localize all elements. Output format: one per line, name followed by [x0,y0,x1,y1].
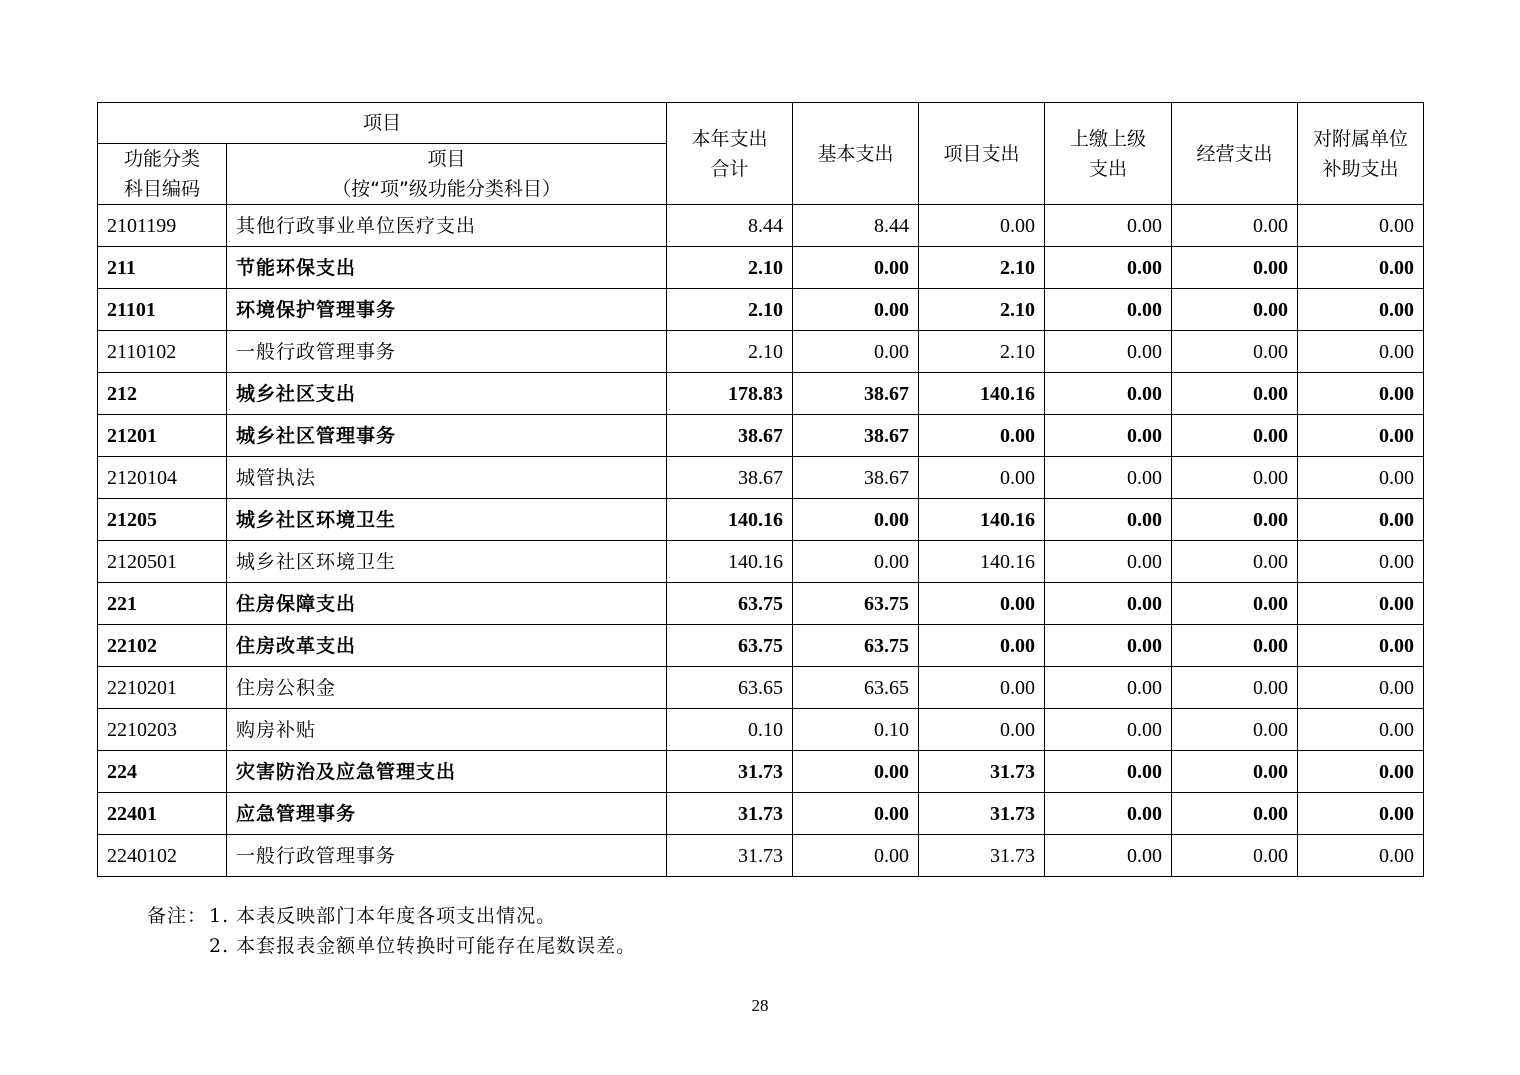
row-value: 0.00 [1298,625,1424,667]
row-value: 0.00 [1045,331,1172,373]
header-name-line2: （按“项”级功能分类科目） [332,178,561,200]
row-value: 0.00 [1298,457,1424,499]
row-value: 31.73 [919,751,1045,793]
row-name: 城乡社区环境卫生 [227,499,667,541]
header-subsidiary [1298,103,1424,205]
header-operating-line1: 经营支出 [1196,142,1273,165]
table-row [98,835,1424,877]
row-value: 31.73 [667,751,793,793]
header-group-label: 项目 [98,103,667,144]
header-name [227,144,667,205]
note-item-1: 1. 本表反映部门本年度各项支出情况。 [209,905,557,927]
row-value: 0.00 [919,583,1045,625]
row-value: 0.00 [1045,499,1172,541]
table-row [98,751,1424,793]
row-value: 31.73 [919,835,1045,877]
header-code-line2: 科目编码 [123,178,200,200]
row-value: 0.00 [1045,457,1172,499]
table-row [98,625,1424,667]
table-row [98,331,1424,373]
row-name: 城乡社区环境卫生 [227,541,667,583]
row-name: 城乡社区支出 [227,373,667,415]
row-value: 0.00 [1045,793,1172,835]
row-code: 2101199 [98,205,227,247]
row-value: 140.16 [919,499,1045,541]
row-code: 22401 [98,793,227,835]
header-total-line2: 合计 [710,157,749,180]
row-value: 38.67 [793,457,919,499]
row-code: 212 [98,373,227,415]
row-value: 0.00 [1172,751,1298,793]
notes-lead-spacer [147,931,209,961]
row-value: 0.00 [793,289,919,331]
row-code: 2210203 [98,709,227,751]
row-name: 购房补贴 [227,709,667,751]
row-value: 0.00 [1172,457,1298,499]
row-value: 63.65 [793,667,919,709]
row-name: 城乡社区管理事务 [227,415,667,457]
row-name: 应急管理事务 [227,793,667,835]
table-row [98,289,1424,331]
row-value: 63.75 [667,583,793,625]
row-value: 0.00 [1298,415,1424,457]
row-name: 住房改革支出 [227,625,667,667]
row-value: 140.16 [667,541,793,583]
row-value: 0.00 [919,205,1045,247]
row-name: 城管执法 [227,457,667,499]
row-value: 63.75 [793,583,919,625]
table-row [98,457,1424,499]
row-value: 31.73 [667,835,793,877]
row-value: 0.00 [1172,625,1298,667]
row-value: 8.44 [667,205,793,247]
row-code: 21201 [98,415,227,457]
row-value: 38.67 [793,415,919,457]
row-code: 2240102 [98,835,227,877]
header-total-line1: 本年支出 [691,127,768,150]
row-value: 0.00 [1298,667,1424,709]
table-row [98,667,1424,709]
header-code-line1: 功能分类 [123,148,200,170]
row-value: 0.00 [919,709,1045,751]
header-basic [793,103,919,205]
header-superior-line2: 支出 [1089,157,1128,180]
row-value: 0.00 [1045,373,1172,415]
header-basic-line1: 基本支出 [817,142,894,165]
row-value: 0.00 [793,793,919,835]
row-value: 63.75 [793,625,919,667]
row-name: 一般行政管理事务 [227,331,667,373]
note-line-1 [147,901,636,931]
row-value: 0.00 [1045,205,1172,247]
note-line-2 [147,931,636,961]
row-value: 0.00 [1298,709,1424,751]
row-value: 0.00 [793,331,919,373]
header-operating [1172,103,1298,205]
table-row [98,247,1424,289]
row-code: 2210201 [98,667,227,709]
row-value: 0.00 [793,247,919,289]
row-code: 224 [98,751,227,793]
row-name: 其他行政事业单位医疗支出 [227,205,667,247]
row-value: 2.10 [667,331,793,373]
header-project [919,103,1045,205]
row-code: 21205 [98,499,227,541]
row-value: 0.00 [1172,373,1298,415]
row-value: 63.75 [667,625,793,667]
row-name: 环境保护管理事务 [227,289,667,331]
row-value: 0.00 [1045,415,1172,457]
row-value: 0.00 [1172,331,1298,373]
table-row [98,499,1424,541]
row-value: 0.00 [1172,289,1298,331]
table-row [98,541,1424,583]
row-value: 0.00 [1298,751,1424,793]
row-value: 2.10 [667,289,793,331]
header-superior [1045,103,1172,205]
expenditure-table [97,102,1424,877]
row-code: 2110102 [98,331,227,373]
table-header [98,103,1424,205]
notes [147,901,636,961]
header-code [98,144,227,205]
row-value: 0.00 [919,625,1045,667]
header-subsidiary-line1: 对附属单位 [1313,127,1409,150]
row-value: 31.73 [667,793,793,835]
table-body [98,205,1424,877]
header-project-line1: 项目支出 [943,142,1020,165]
table-row [98,709,1424,751]
row-value: 0.00 [793,499,919,541]
row-value: 0.00 [1298,541,1424,583]
row-value: 0.00 [919,457,1045,499]
row-name: 一般行政管理事务 [227,835,667,877]
row-value: 38.67 [793,373,919,415]
row-value: 140.16 [919,541,1045,583]
row-value: 31.73 [919,793,1045,835]
table-row [98,415,1424,457]
table-row [98,373,1424,415]
row-value: 63.65 [667,667,793,709]
row-value: 2.10 [667,247,793,289]
row-value: 8.44 [793,205,919,247]
row-code: 22102 [98,625,227,667]
row-name: 节能环保支出 [227,247,667,289]
row-value: 0.00 [1045,835,1172,877]
row-value: 2.10 [919,289,1045,331]
table-row [98,793,1424,835]
row-value: 0.00 [1172,205,1298,247]
header-superior-line1: 上缴上级 [1070,127,1147,150]
table-row [98,583,1424,625]
row-value: 0.00 [1298,205,1424,247]
row-name: 住房保障支出 [227,583,667,625]
row-value: 0.00 [1298,835,1424,877]
row-value: 0.00 [1298,247,1424,289]
row-value: 2.10 [919,247,1045,289]
row-value: 0.00 [793,541,919,583]
row-value: 38.67 [667,415,793,457]
row-value: 0.00 [919,667,1045,709]
row-code: 2120501 [98,541,227,583]
row-code: 2120104 [98,457,227,499]
row-value: 0.00 [1298,289,1424,331]
header-subsidiary-line2: 补助支出 [1322,157,1399,180]
row-value: 0.00 [1298,793,1424,835]
row-value: 0.00 [919,415,1045,457]
row-value: 0.00 [1045,541,1172,583]
row-value: 0.00 [793,751,919,793]
row-name: 住房公积金 [227,667,667,709]
row-value: 0.10 [793,709,919,751]
row-value: 0.00 [1045,289,1172,331]
row-value: 0.00 [1172,415,1298,457]
row-value: 0.00 [1172,667,1298,709]
row-value: 0.00 [1172,541,1298,583]
notes-lead: 备注： [147,905,208,927]
row-value: 0.00 [1045,709,1172,751]
header-row-1 [98,103,1424,144]
row-value: 0.00 [1298,373,1424,415]
row-value: 0.00 [1172,583,1298,625]
row-value: 0.00 [1045,247,1172,289]
row-code: 221 [98,583,227,625]
row-value: 0.10 [667,709,793,751]
row-code: 211 [98,247,227,289]
row-value: 140.16 [919,373,1045,415]
page-number: 28 [751,996,769,1015]
header-total [667,103,793,205]
row-value: 2.10 [919,331,1045,373]
header-name-line1: 项目 [427,148,466,170]
row-value: 178.83 [667,373,793,415]
row-code: 21101 [98,289,227,331]
row-name: 灾害防治及应急管理支出 [227,751,667,793]
row-value: 0.00 [1172,835,1298,877]
row-value: 0.00 [1172,499,1298,541]
row-value: 38.67 [667,457,793,499]
row-value: 0.00 [1298,583,1424,625]
row-value: 0.00 [1298,499,1424,541]
row-value: 0.00 [1045,667,1172,709]
row-value: 0.00 [1172,247,1298,289]
table-row [98,205,1424,247]
row-value: 0.00 [793,835,919,877]
row-value: 0.00 [1045,583,1172,625]
row-value: 0.00 [1172,709,1298,751]
row-value: 0.00 [1172,793,1298,835]
row-value: 0.00 [1045,751,1172,793]
row-value: 0.00 [1045,625,1172,667]
row-value: 140.16 [667,499,793,541]
note-item-2: 2. 本套报表金额单位转换时可能存在尾数误差。 [209,935,637,957]
row-value: 0.00 [1298,331,1424,373]
